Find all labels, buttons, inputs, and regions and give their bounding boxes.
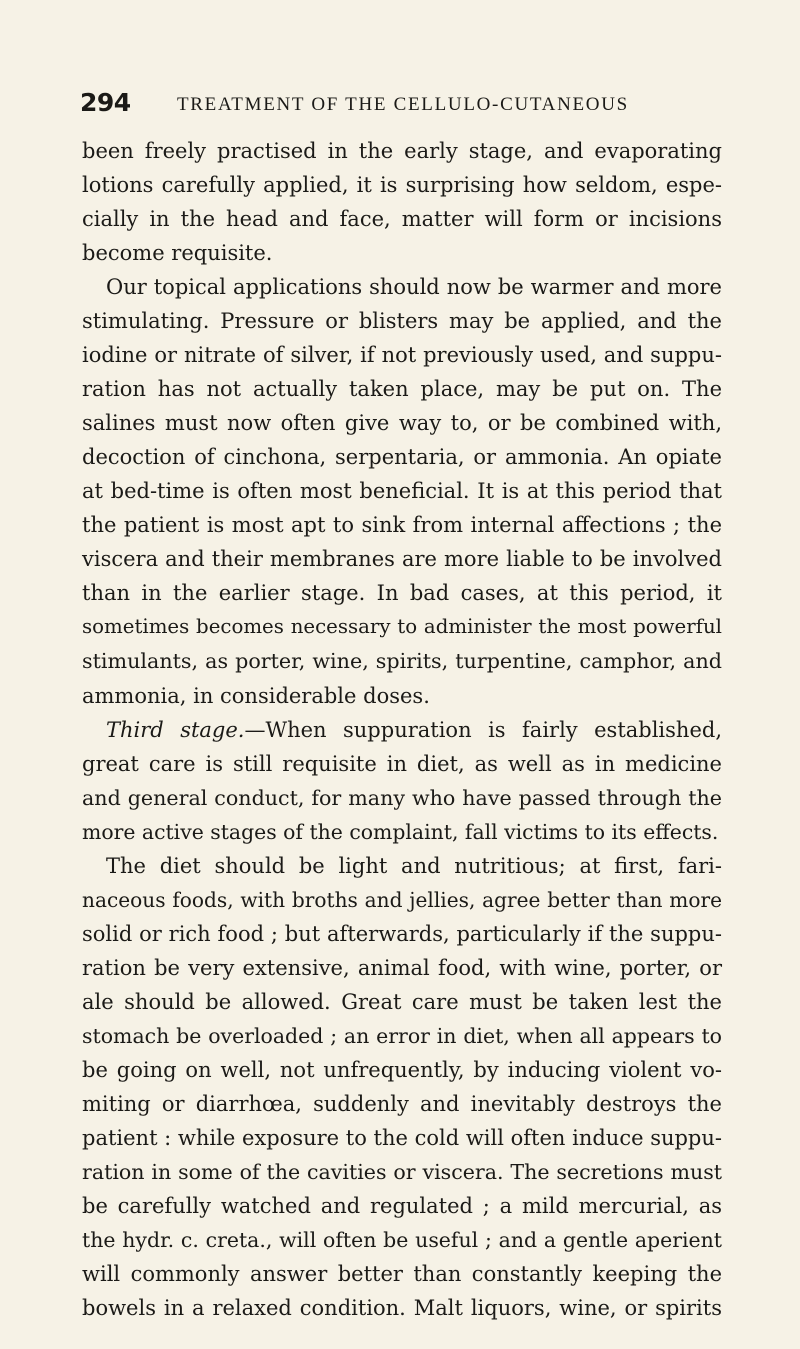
text-line: stomach be overloaded ; an error in diet, when all appears to — [82, 1023, 722, 1048]
text-line: be carefully watched and regulated ; a mild mercurial, as — [82, 1193, 722, 1218]
text-line: sometimes becomes necessary to administer the most powerful — [82, 615, 722, 639]
text-line: Our topical applications should now be warmer and more — [106, 275, 722, 300]
text-line: cially in the head and face, matter will form or incisions — [82, 207, 722, 232]
page-header — [80, 88, 720, 128]
text-line: miting or diarrhœa, suddenly and inevitably destroys the — [82, 1091, 722, 1116]
text-line: ale should be allowed. Great care must be taken lest the — [82, 989, 722, 1014]
text-line: solid or rich food ; but afterwards, particularly if the suppu- — [82, 921, 722, 946]
text-line: bowels in a relaxed condition. Malt liquors, wine, or spirits — [82, 1296, 722, 1321]
text-line: at bed-time is often most beneficial. It is at this period that — [82, 479, 722, 504]
text-line: stimulating. Pressure or blisters may be applied, and the — [82, 309, 722, 334]
third-stage-line — [82, 713, 722, 747]
text-line: patient : while exposure to the cold will often induce suppu- — [82, 1125, 722, 1150]
text-line: stimulants, as porter, wine, spirits, turpentine, camphor, and — [82, 649, 722, 674]
text-line: more active stages of the complaint, fall victims to its effects. — [82, 819, 719, 844]
text-line: salines must now often give way to, or be combined with, — [82, 411, 722, 436]
text-line: ration has not actually taken place, may be put on. The — [82, 377, 722, 402]
running-head: TREATMENT OF THE CELLULO-CUTANEOUS — [177, 94, 629, 115]
text-line: will commonly answer better than constantly keeping the — [82, 1262, 722, 1287]
text-line: be going on well, not unfrequently, by inducing violent vo- — [82, 1057, 722, 1082]
text-line: and general conduct, for many who have passed through the — [82, 785, 722, 810]
page-number: 294 — [80, 88, 131, 117]
text-line: ammonia, in considerable doses. — [82, 683, 430, 708]
text-line: become requisite. — [82, 241, 273, 266]
text-line: been freely practised in the early stage, and evaporating — [82, 139, 722, 163]
text-line: than in the earlier stage. In bad cases, at this period, it — [82, 581, 722, 606]
text-line: great care is still requisite in diet, as well as in medicine — [82, 751, 722, 776]
section-heading-third-stage: Third stage. — [106, 717, 245, 742]
text-line: The diet should be light and nutritious; at first, fari- — [106, 853, 722, 878]
text-line: the hydr. c. creta., will often be useful ; and a gentle aperient — [82, 1228, 722, 1252]
text-line: viscera and their membranes are more liable to be involved — [82, 547, 722, 572]
text-fragment: —When suppuration is fairly established, — [244, 717, 722, 742]
text-line: naceous foods, with broths and jellies, agree better than more — [82, 887, 722, 912]
text-line: decoction of cinchona, serpentaria, or ammonia. An opiate — [82, 445, 722, 470]
text-line: ration be very extensive, animal food, with wine, porter, or — [82, 955, 722, 980]
text-line: iodine or nitrate of silver, if not previously used, and suppu- — [82, 343, 722, 368]
body-text — [82, 134, 722, 1325]
text-line: lotions carefully applied, it is surprising how seldom, espe- — [82, 173, 722, 198]
text-line: the patient is most apt to sink from internal affections ; the — [82, 513, 722, 538]
text-line: ration in some of the cavities or viscera. The secretions must — [82, 1159, 722, 1184]
